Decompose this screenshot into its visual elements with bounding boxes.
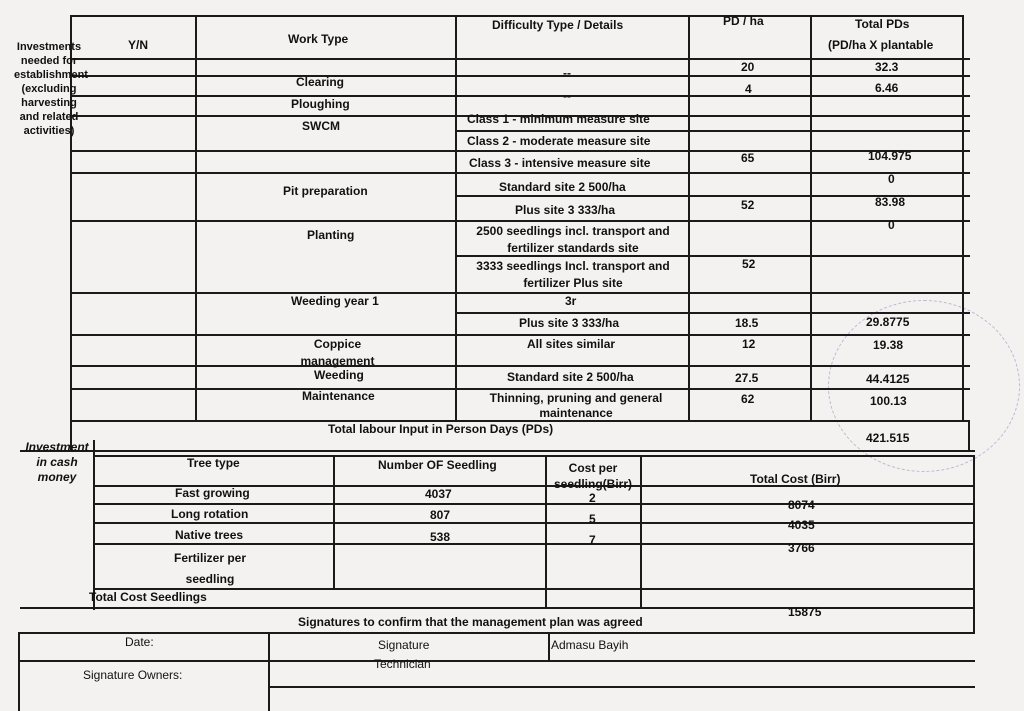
- coppice-work: Coppice management: [300, 337, 375, 368]
- header-yn: Y/N: [128, 38, 149, 52]
- swcm-class3-total: 104.975: [868, 149, 912, 163]
- weeding1-work: Weeding year 1: [291, 294, 379, 308]
- rule: [70, 388, 970, 390]
- swcm-class3: Class 3 - intensive measure site: [469, 156, 651, 170]
- rule: [545, 455, 547, 607]
- weeding-total: 44.4125: [866, 372, 910, 386]
- rule: [70, 172, 970, 174]
- planting-standard-total: 0: [888, 218, 895, 232]
- labour-total-value: 421.515: [866, 431, 910, 445]
- swcm-class3-pd: 65: [741, 151, 755, 165]
- rule: [70, 95, 970, 97]
- rule: [455, 312, 970, 314]
- rule: [70, 58, 970, 60]
- clearing-total: 32.3: [875, 60, 899, 74]
- weeding1-plus-total: 29.8775: [866, 315, 910, 329]
- cash-total-label: Total Cost Seedlings: [89, 590, 207, 604]
- date-label: Date:: [125, 635, 154, 649]
- rule: [70, 220, 970, 222]
- rule: [968, 420, 970, 452]
- ploughing-total: 6.46: [875, 81, 899, 95]
- ploughing-detail: --: [563, 89, 571, 103]
- planting-plus-pd: 52: [742, 257, 756, 271]
- ploughing-work: Ploughing: [291, 97, 350, 111]
- weeding-pd: 27.5: [735, 371, 759, 385]
- technician-label: Technician: [374, 657, 431, 671]
- rule: [70, 292, 970, 294]
- labour-side-label: Investments needed for establishment (excluding harvesting and related activities): [14, 41, 88, 137]
- rule: [95, 522, 975, 524]
- weeding-work: Weeding: [314, 368, 364, 382]
- pit-standard: Standard site 2 500/ha: [499, 180, 626, 194]
- header-pd-ha: PD / ha: [723, 14, 764, 28]
- rule: [20, 450, 975, 452]
- cash-row-number: 538: [430, 530, 451, 544]
- weeding1-detail: 3r: [565, 294, 577, 308]
- signature-label: Signature: [378, 638, 430, 652]
- swcm-work: SWCM: [302, 119, 340, 133]
- planting-standard: 2500 seedlings incl. transport and fertilizer standards site: [476, 224, 670, 255]
- cash-side-label: Investment in cash money: [25, 440, 89, 484]
- rule: [70, 75, 970, 77]
- rule: [268, 632, 270, 711]
- technician-name: Admasu Bayih: [551, 638, 629, 652]
- rule: [70, 365, 970, 367]
- cash-header-total-cost: Total Cost (Birr): [750, 472, 841, 486]
- rule: [20, 660, 975, 662]
- weeding1-plus-pd: 18.5: [735, 316, 759, 330]
- rule: [18, 632, 20, 711]
- planting-plus: 3333 seedlings Incl. transport and fertilizer Plus site: [476, 259, 670, 290]
- rule: [95, 503, 975, 505]
- maintenance-detail: Thinning, pruning and general maintenance: [489, 391, 663, 420]
- cash-row-type: Native trees: [175, 528, 244, 542]
- coppice-pd: 12: [742, 337, 756, 351]
- clearing-work: Clearing: [296, 75, 345, 89]
- cash-row-total: 4035: [788, 518, 815, 532]
- pit-plus-pd: 52: [741, 198, 755, 212]
- weeding1-plus: Plus site 3 333/ha: [519, 316, 620, 330]
- rule: [962, 15, 964, 420]
- cash-row-total: 8074: [788, 498, 815, 512]
- pit-plus: Plus site 3 333/ha: [515, 203, 616, 217]
- cash-row-number: 807: [430, 508, 451, 522]
- pit-work: Pit preparation: [283, 184, 368, 198]
- pit-standard-total: 0: [888, 172, 895, 186]
- swcm-class1: Class 1 - minimum measure site: [467, 112, 650, 126]
- rule: [640, 455, 642, 607]
- pit-plus-total: 83.98: [875, 195, 906, 209]
- cash-row-cost: 7: [589, 533, 596, 547]
- signatures-confirm: Signatures to confirm that the management plan was agreed: [298, 615, 643, 629]
- rule: [688, 15, 690, 420]
- rule: [810, 15, 812, 420]
- clearing-detail: --: [563, 66, 571, 80]
- cash-header-cost-per: Cost per seedling(Birr): [553, 461, 632, 491]
- rule: [455, 130, 970, 132]
- stamp-mark: [828, 300, 1020, 472]
- labour-total-label: Total labour Input in Person Days (PDs): [328, 422, 554, 436]
- cash-row-number: 4037: [425, 487, 452, 501]
- cash-row-total: 3766: [788, 541, 815, 555]
- clearing-pd: 20: [741, 60, 755, 74]
- header-total-pds: Total PDs: [855, 17, 910, 31]
- maintenance-total: 100.13: [870, 394, 907, 408]
- weeding-detail: Standard site 2 500/ha: [507, 370, 634, 384]
- rule: [333, 455, 335, 588]
- cash-row-type: Long rotation: [171, 507, 249, 521]
- cash-row-cost: 2: [589, 491, 596, 505]
- ploughing-pd: 4: [745, 82, 752, 96]
- planting-work: Planting: [307, 228, 355, 242]
- cash-total-value: 15875: [788, 605, 822, 619]
- owners-label: Signature Owners:: [83, 668, 183, 682]
- coppice-detail: All sites similar: [527, 337, 616, 351]
- cash-header-number: Number OF Seedling: [378, 458, 497, 472]
- rule: [95, 543, 975, 545]
- cash-row-type: Fast growing: [175, 486, 250, 500]
- maintenance-work: Maintenance: [302, 389, 375, 403]
- rule: [70, 150, 970, 152]
- rule: [973, 455, 975, 633]
- coppice-total: 19.38: [873, 338, 904, 352]
- rule: [20, 607, 975, 609]
- rule: [268, 686, 975, 688]
- rule: [195, 15, 197, 420]
- header-total-pds-formula: (PD/ha X plantable: [828, 38, 934, 52]
- rule: [548, 632, 550, 660]
- cash-header-tree-type: Tree type: [187, 456, 240, 470]
- header-work-type: Work Type: [288, 32, 349, 46]
- fertilizer-label: Fertilizer per seedling: [173, 551, 247, 586]
- rule: [70, 334, 970, 336]
- rule: [93, 440, 95, 610]
- cash-row-cost: 5: [589, 512, 596, 526]
- rule: [20, 632, 975, 634]
- swcm-class2: Class 2 - moderate measure site: [467, 134, 651, 148]
- rule: [455, 15, 457, 420]
- header-difficulty: Difficulty Type / Details: [492, 18, 624, 32]
- rule: [70, 15, 962, 17]
- maintenance-pd: 62: [741, 392, 755, 406]
